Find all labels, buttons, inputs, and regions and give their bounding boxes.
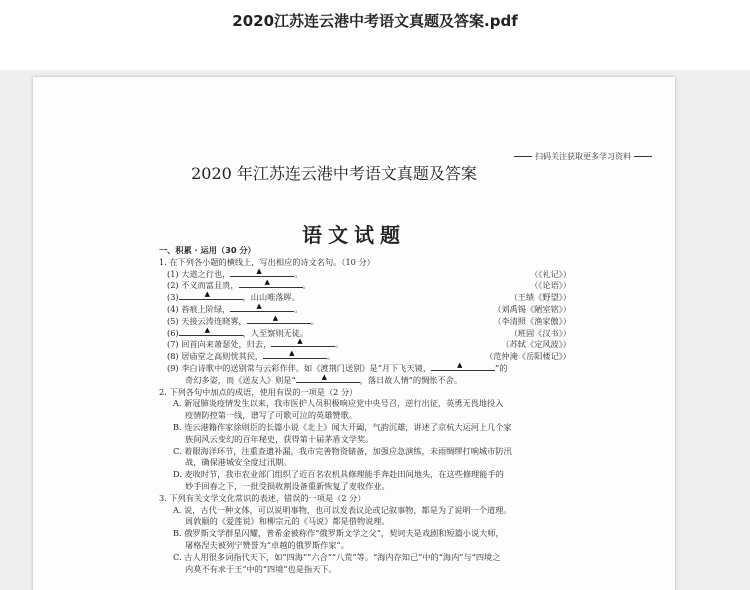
option-line: A. 说，古代一种文体，可以说明事物，也可以发表议论或记叙事物，都是为了说明一个道理。 bbox=[173, 504, 512, 515]
pdf-page bbox=[33, 77, 675, 590]
q1-item: (4) 苔痕上阶绿，▲ 。 （刘禹锡《陋室铭》） bbox=[159, 304, 571, 316]
option-line: 疫情防控第一线，谱写了可歌可泣的英雄赞歌。 bbox=[185, 410, 357, 421]
q1-item: (7) 回首向来萧瑟处，归去，▲ 。 （苏轼《定风波》） bbox=[159, 339, 571, 351]
question-2: 2. 下列各句中加点的成语，使用有误的一项是（2 分） bbox=[159, 386, 358, 397]
exam-title: 语文试题 bbox=[302, 223, 406, 247]
q1-item: (6)▲ ，人至察则无徒。 （班固《汉书》） bbox=[159, 328, 571, 340]
source-citation: （王绩《野望》） bbox=[509, 292, 571, 303]
option-line: A. 新冠肺炎疫情发生以来，我市医护人员积极响应党中央号召，逆行出征，英勇无畏地投入 bbox=[173, 398, 504, 409]
q1-item: (3)▲ ，山山唯落晖。 （王绩《野望》） bbox=[159, 292, 571, 304]
answer-blank bbox=[230, 269, 294, 277]
option-line: 妙手回春之下，一批受损收割设备重新恢复了麦收作业。 bbox=[185, 480, 390, 491]
q1-item: (8) 居庙堂之高则忧其民，▲ 。 （范仲淹《岳阳楼记》） bbox=[159, 351, 571, 363]
option-line: 族间风云变幻的百年秘史，获得第十届茅盾文学奖。 bbox=[185, 433, 374, 444]
source-citation: （范仲淹《岳阳楼记》） bbox=[485, 351, 571, 362]
scanned-exam-content bbox=[159, 245, 571, 575]
viewer-titlebar bbox=[0, 0, 750, 70]
answer-blank bbox=[230, 304, 294, 312]
question-3: 3. 下列有关文学文化常识的表述，错误的一项是（2 分） bbox=[159, 492, 366, 503]
promo-text: 扫码关注获取更多学习资料 bbox=[535, 152, 631, 161]
option-line: B. 俄罗斯文学群星闪耀，普希金被称作“俄罗斯文学之父”，契诃夫是戏剧和短篇小说大师， bbox=[173, 528, 504, 539]
source-citation: （李清照《渔家傲》） bbox=[493, 315, 571, 326]
source-citation: （苏轼《定风波》） bbox=[501, 339, 571, 350]
q1-item: (2) 不义而富且贵，▲ 。 （《论语》） bbox=[159, 280, 571, 292]
answer-blank bbox=[179, 292, 243, 300]
answer-blank bbox=[239, 280, 303, 288]
question-1: 1. 在下列各小题的横线上，写出相应的诗文名句。（10 分） bbox=[159, 256, 375, 267]
option-line: 屠格涅夫被列宁赞誉为“卓越的俄罗斯作家”。 bbox=[185, 539, 349, 550]
q1-item: (5) 天接云涛连晓雾，▲ 。 （李清照《渔家傲》） bbox=[159, 316, 571, 328]
document-title: 2020江苏连云港中考语文真题及答案.pdf bbox=[232, 12, 518, 30]
option-line: B. 连云港籍作家徐则臣的长篇小说《北上》闻大开阖，气韵沉雄，讲述了京杭大运河上几个家 bbox=[173, 421, 512, 432]
q1-item-9b: 奇幻多姿，而《送友人》则是“▲ ，落日故人情”的惆怅不舍。 bbox=[159, 375, 571, 387]
q1-item: (1) 大道之行也，▲ 。 （《礼记》） bbox=[159, 269, 571, 281]
q1-item-9a: (9) 李白诗歌中的送别常与云彩作伴。如《渡荆门送别》是“月下飞天镜，▲ ”的 bbox=[159, 363, 571, 375]
answer-blank bbox=[263, 351, 327, 359]
paper-title: 2020 年江苏连云港中考语文真题及答案 bbox=[191, 164, 477, 183]
answer-blank bbox=[271, 339, 335, 347]
source-citation: （《礼记》） bbox=[530, 268, 571, 279]
option-line: 内莫不有求于王”中的“四境”也是指天下。 bbox=[185, 563, 337, 574]
source-citation: （《论语》） bbox=[530, 280, 571, 291]
source-citation: （刘禹锡《陋室铭》） bbox=[493, 303, 571, 314]
option-line: 周敦颐的《爱莲说》和柳宗元的《马说》都是借物说理。 bbox=[185, 516, 390, 527]
source-citation: （班固《汉书》） bbox=[509, 327, 571, 338]
option-line: D. 麦收时节，我市农业部门组织了近百名农机具修理能手奔赴田间地头，在这些修理能手的 bbox=[173, 469, 504, 480]
answer-blank bbox=[179, 328, 243, 336]
option-line: C. 着眼海洋环节，注重查遗补漏，我市完善物资储备，加强应急演练，未雨绸缪打响城市防汛 bbox=[173, 445, 512, 456]
option-line: C. 古人用很多词指代天下，如“四海”“六合”“八荒”等。“海内存知己”中的“海内”与“四境之 bbox=[173, 551, 501, 562]
answer-blank bbox=[247, 316, 311, 324]
section-heading: 一、积累 · 运用（30 分） bbox=[159, 245, 256, 255]
option-line: 战，确保港城安全度过汛期。 bbox=[185, 457, 292, 468]
